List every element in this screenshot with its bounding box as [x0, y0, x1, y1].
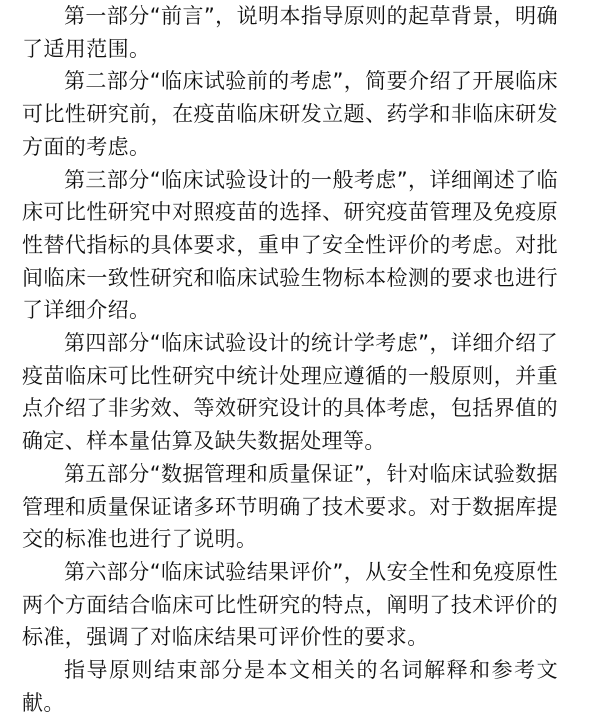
- paragraph-part-5: 第五部分“数据管理和质量保证”，针对临床试验数据管理和质量保证诸多环节明确了技术要求。对于数据库提交的标准也进行了说明。: [22, 461, 558, 552]
- paragraph-part-1: 第一部分“前言”，说明本指导原则的起草背景，明确了适用范围。: [22, 4, 558, 61]
- paragraph-part-4: 第四部分“临床试验设计的统计学考虑”，详细介绍了疫苗临床可比性研究中统计处理应遵循的一般原则，并重点介绍了非劣效、等效研究设计的具体考虑，包括界值的确定、样本量估算及缺失数据处理等。: [22, 331, 558, 454]
- document-body: [22, 0, 558, 719]
- paragraph-part-2: 第二部分“临床试验前的考虑”，简要介绍了开展临床可比性研究前，在疫苗临床研发立题、药学和非临床研发方面的考虑。: [22, 69, 558, 159]
- paragraph-closing: 指导原则结束部分是本文相关的名词解释和参考文献。: [22, 658, 558, 715]
- paragraph-part-3: 第三部分“临床试验设计的一般考虑”，详细阐述了临床可比性研究中对照疫苗的选择、研究疫苗管理及免疫原性替代指标的具体要求，重申了安全性评价的考虑。对批间临床一致性研究和临床试验生物标本检测的要求也进行了详细介绍。: [22, 167, 558, 323]
- paragraph-part-6: 第六部分“临床试验结果评价”，从安全性和免疫原性两个方面结合临床可比性研究的特点，阐明了技术评价的标准，强调了对临床结果可评价性的要求。: [22, 559, 558, 650]
